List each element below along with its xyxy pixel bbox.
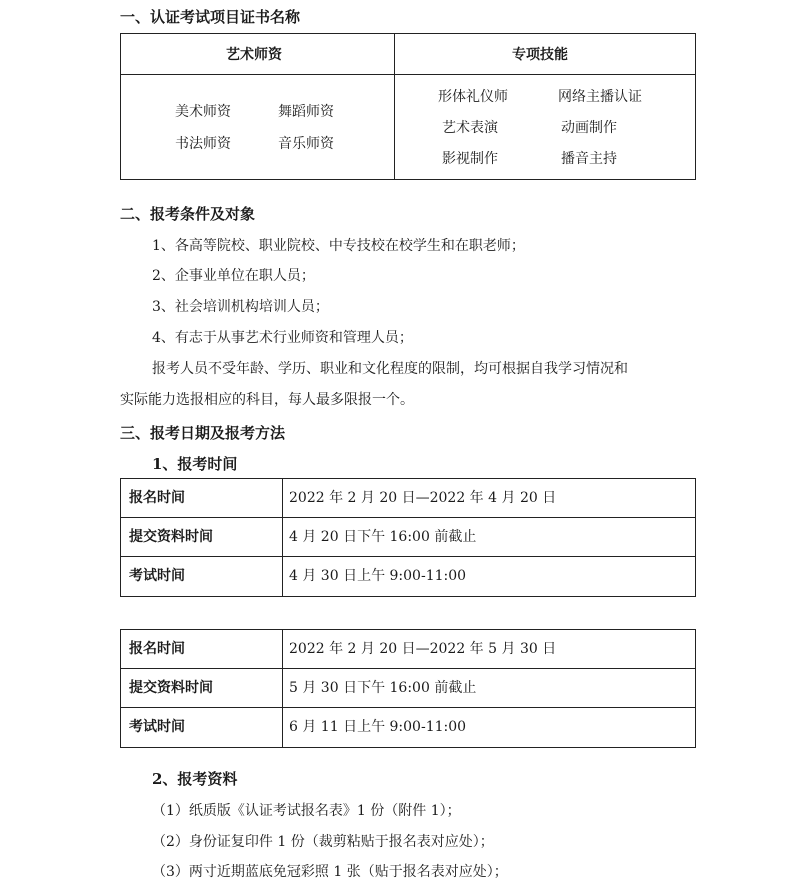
cert-item: 音乐师资 [278, 136, 334, 152]
table-divider [121, 74, 695, 75]
row-label: 提交资料时间 [129, 680, 213, 696]
table-header-art-teachers: 艺术师资 [226, 47, 282, 63]
row-value: 4 月 20 日下午 16:00 前截止 [289, 529, 477, 545]
schedule-table-1 [120, 478, 696, 597]
condition-item: 4、有志于从事艺术行业师资和管理人员； [152, 330, 413, 346]
condition-note: 报考人员不受年龄、学历、职业和文化程度的限制，均可根据自我学习情况和 [152, 361, 628, 377]
row-label: 提交资料时间 [129, 529, 213, 545]
cert-item: 影视制作 [442, 151, 498, 167]
material-item: （1）纸质版《认证考试报名表》1 份（附件 1）； [152, 803, 461, 819]
cert-item: 艺术表演 [442, 120, 498, 136]
table-row [121, 479, 695, 518]
row-value: 4 月 30 日上午 9:00-11:00 [289, 568, 467, 584]
table-header-special-skills: 专项技能 [512, 47, 568, 63]
cert-item: 美术师资 [175, 104, 231, 120]
section1-title: 一、认证考试项目证书名称 [120, 8, 301, 26]
row-value: 2022 年 2 月 20 日—2022 年 4 月 20 日 [289, 490, 557, 506]
condition-item: 2、企事业单位在职人员； [152, 268, 315, 284]
material-item: （3）两寸近期蓝底免冠彩照 1 张（贴于报名表对应处）； [152, 864, 508, 880]
section2-title: 二、报考条件及对象 [120, 205, 256, 223]
condition-item: 1、各高等院校、职业院校、中专技校在校学生和在职老师； [152, 238, 525, 254]
condition-item: 3、社会培训机构培训人员； [152, 299, 329, 315]
subsection-title: 2、报考资料 [152, 770, 238, 788]
material-item: （2）身份证复印件 1 份（裁剪粘贴于报名表对应处）； [152, 834, 494, 850]
row-label: 报名时间 [129, 641, 185, 657]
table-row [121, 630, 695, 669]
cert-item: 网络主播认证 [558, 89, 642, 105]
cert-item: 播音主持 [561, 151, 617, 167]
row-value: 2022 年 2 月 20 日—2022 年 5 月 30 日 [289, 641, 557, 657]
row-value: 6 月 11 日上午 9:00-11:00 [289, 719, 467, 735]
cert-item: 形体礼仪师 [438, 89, 508, 105]
table-row [121, 557, 695, 596]
table-divider [394, 34, 395, 179]
cert-item: 书法师资 [175, 136, 231, 152]
cert-item: 动画制作 [561, 120, 617, 136]
cert-item: 舞蹈师资 [278, 104, 334, 120]
section3-title: 三、报考日期及报考方法 [120, 424, 286, 442]
row-value: 5 月 30 日下午 16:00 前截止 [289, 680, 477, 696]
certificate-table [120, 33, 696, 180]
table-row [121, 708, 695, 747]
row-label: 考试时间 [129, 719, 185, 735]
subsection-title: 1、报考时间 [152, 455, 238, 473]
condition-note: 实际能力选报相应的科目，每人最多限报一个。 [120, 392, 414, 408]
table-row [121, 669, 695, 708]
row-label: 报名时间 [129, 490, 185, 506]
schedule-table-2 [120, 629, 696, 748]
row-label: 考试时间 [129, 568, 185, 584]
table-row [121, 518, 695, 557]
